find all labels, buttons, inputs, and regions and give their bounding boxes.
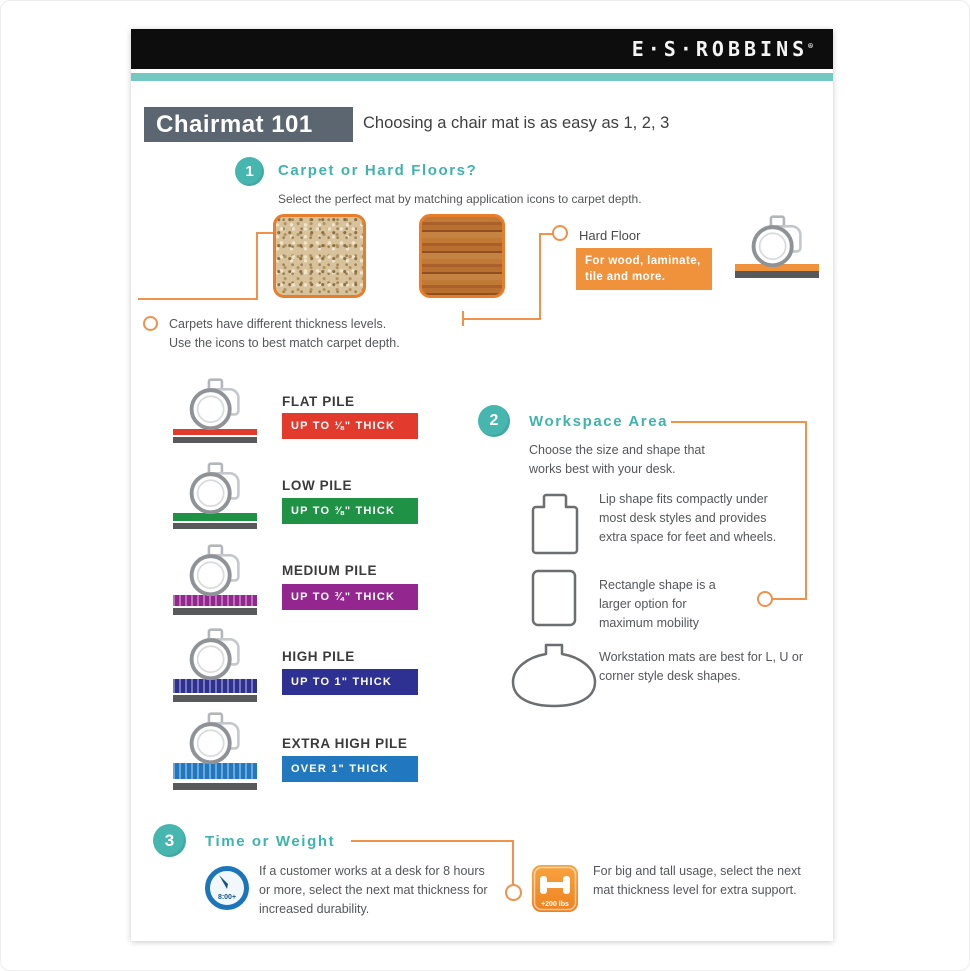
step3-number-badge: 3: [153, 824, 186, 857]
pile-name: EXTRA HIGH PILE: [282, 736, 408, 751]
pile-mat-stripe: [173, 595, 257, 606]
pile-base-stripe: [173, 783, 257, 790]
connector-line: [539, 233, 553, 235]
hard-floor-note: For wood, laminate, tile and more.: [576, 248, 712, 290]
caster-wheel-icon: [175, 462, 255, 514]
workspace-connector-dot: [757, 591, 773, 607]
brand-logo: E·S·ROBBINS®: [631, 37, 813, 61]
hard-floor-caster-icon: [737, 215, 817, 267]
step2-desc-line1: Choose the size and shape that: [529, 443, 705, 457]
hard-floor-base-stripe: [735, 271, 819, 278]
pile-mat-stripe: [173, 763, 257, 779]
pile-mat-stripe: [173, 679, 257, 693]
registered-mark: ®: [808, 41, 813, 51]
pile-thickness-badge: UP TO ⅜" THICK: [282, 498, 418, 524]
step1-heading: Carpet or Hard Floors?: [278, 162, 478, 179]
pile-base-stripe: [173, 437, 257, 443]
connector-line: [671, 421, 807, 423]
connector-line: [256, 232, 258, 298]
caster-wheel-icon: [175, 544, 255, 596]
weight-label: +200 lbs: [541, 901, 569, 908]
pile-mat-stripe: [173, 513, 257, 521]
pile-thickness-badge: UP TO ¾" THICK: [282, 584, 418, 610]
pile-thickness-badge: UP TO ⅛" THICK: [282, 413, 418, 439]
connector-line: [539, 233, 541, 319]
clock-label: 8:00+: [217, 894, 237, 901]
time-text: If a customer works at a desk for 8 hours or more, select the next mat thickness for increased durability.: [259, 864, 488, 916]
pile-base-stripe: [173, 523, 257, 529]
step1-number-badge: 1: [235, 157, 264, 186]
connector-line: [351, 840, 514, 842]
pile-name: MEDIUM PILE: [282, 563, 378, 578]
workstation-shape-icon: [511, 643, 597, 709]
accent-stripe: [131, 73, 833, 81]
rectangle-shape-icon: [531, 569, 577, 627]
lip-shape-icon: [531, 493, 579, 555]
carpet-note-line1: Carpets have different thickness levels.: [169, 317, 387, 331]
step1-description: Select the perfect mat by matching application icons to carpet depth.: [278, 192, 642, 206]
carpet-swatch-image: [273, 214, 366, 298]
connector-line: [138, 298, 258, 300]
rectangle-shape-text: Rectangle shape is a larger option for maximum mobility: [599, 578, 716, 630]
connector-line: [512, 840, 514, 884]
pile-base-stripe: [173, 695, 257, 702]
time-weight-connector-dot: [505, 884, 522, 901]
hard-floor-connector-dot: [552, 225, 568, 241]
caster-wheel-icon: [175, 378, 255, 430]
workstation-shape-text: Workstation mats are best for L, U or corner style desk shapes.: [599, 650, 804, 683]
wood-swatch-image: [419, 214, 505, 298]
page-title: Chairmat 101: [144, 107, 353, 142]
weight-text: For big and tall usage, select the next mat thickness level for extra support.: [593, 864, 801, 897]
carpet-note-connector-dot: [143, 316, 158, 331]
hard-floor-label: Hard Floor: [579, 228, 641, 243]
step2-desc-line2: works best with your desk.: [529, 462, 676, 476]
pile-name: HIGH PILE: [282, 649, 355, 664]
step2-heading: Workspace Area: [529, 413, 669, 430]
step3-heading: Time or Weight: [205, 833, 336, 850]
pile-base-stripe: [173, 608, 257, 615]
connector-line: [773, 598, 807, 600]
pile-thickness-badge: OVER 1" THICK: [282, 756, 418, 782]
lip-shape-text: Lip shape fits compactly under most desk styles and provides extra space for feet and wheels.: [599, 492, 777, 544]
step2-number-badge: 2: [478, 405, 510, 437]
connector-line: [805, 421, 807, 599]
pile-name: FLAT PILE: [282, 394, 355, 409]
brand-bar: [131, 29, 833, 69]
clock-icon: [204, 865, 250, 911]
pile-thickness-badge: UP TO 1" THICK: [282, 669, 418, 695]
weight-icon: [531, 864, 579, 913]
page-tagline: Choosing a chair mat is as easy as 1, 2, 3: [363, 114, 670, 132]
connector-line: [256, 232, 274, 234]
caster-wheel-icon: [175, 628, 255, 680]
pile-name: LOW PILE: [282, 478, 353, 493]
carpet-note-line2: Use the icons to best match carpet depth.: [169, 336, 400, 350]
caster-wheel-icon: [175, 712, 255, 764]
connector-line: [462, 311, 464, 326]
connector-line: [463, 318, 541, 320]
